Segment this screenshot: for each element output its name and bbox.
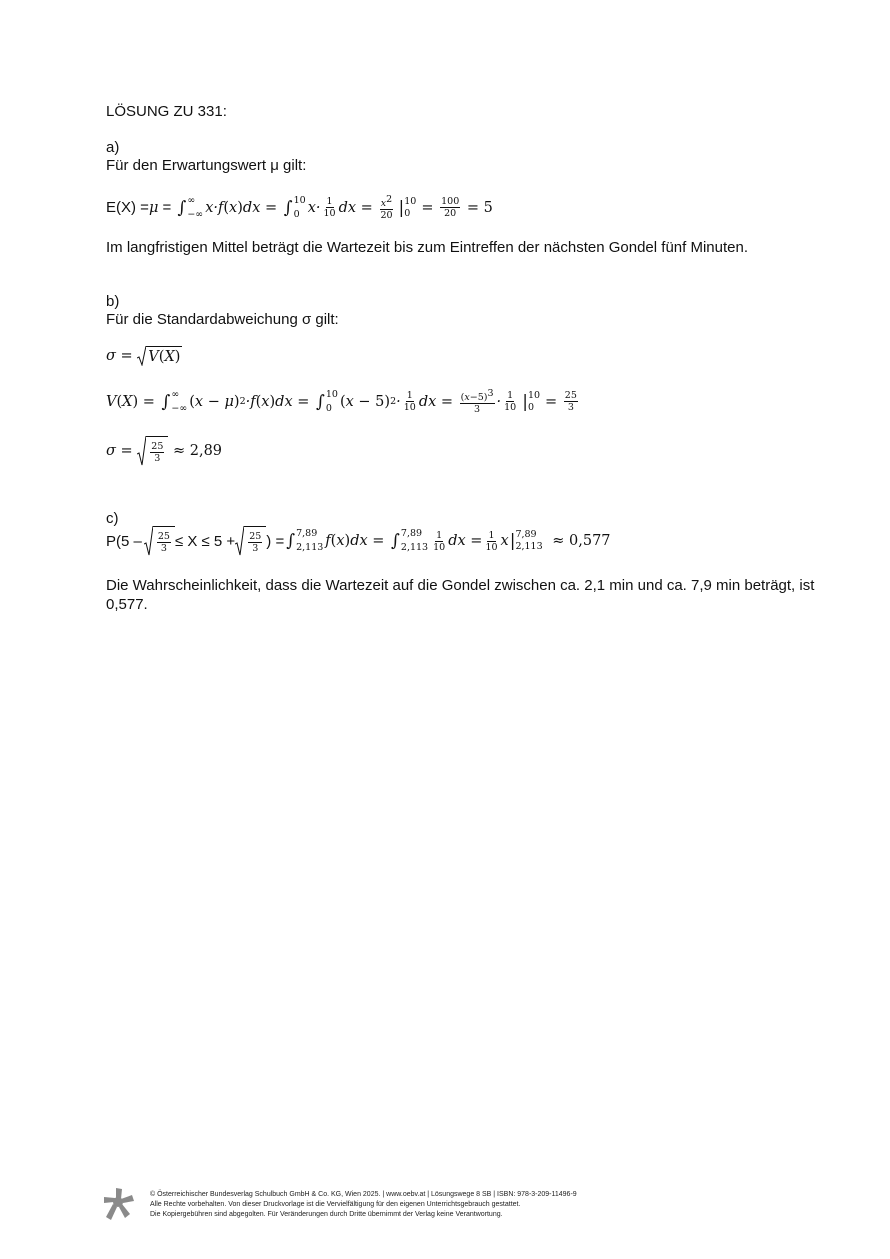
solution-heading: LÖSUNG ZU 331:	[106, 103, 227, 120]
prob-close: ) =	[266, 532, 285, 550]
part-b-label: b)	[106, 293, 120, 310]
sqrt-symbol: $\frac{25}{3}$	[144, 526, 175, 556]
expectation-prefix: E(X) =	[106, 199, 149, 217]
part-c-answer-line1: Die Wahrscheinlichkeit, dass die Wartezeit auf die Gondel zwischen ca. 2,1 min und ca. 7,9 min beträgt, ist	[106, 577, 815, 594]
sigma-definition: σ = V ( X )	[106, 348, 181, 365]
expectation-formula: E(X) = μ = ∫ ∞ −∞ x·f ( x ) dx = ∫ 10 0 x· $\frac{1}{10}$ dx = $\frac{x^2}{20}$ | 10 0 = $\frac{100}{20}$ = 5	[106, 194, 493, 222]
sqrt-symbol: $\frac{25}{3}$	[235, 526, 266, 556]
sigma-value: σ = $\frac{25}{3}$ ≈ 2,89	[106, 436, 222, 466]
copyright-footer	[150, 1190, 577, 1220]
part-a-label: a)	[106, 139, 120, 156]
variance-formula: V ( X ) = ∫ ∞ −∞ ( x − μ ) 2 ·f ( x ) dx = ∫ 10 0 ( x − 5) 2 · $\frac{1}{10}$ dx = $\frac{(x-5)^3}{3}$ · $\frac{1}{10}$ | 10 0 = $\frac{25}{3}$	[106, 388, 577, 416]
footer-line-2: Alle Rechte vorbehalten. Von dieser Druckvorlage ist die Vervielfältigung für den eigenen Unterrichtsgebrauch gestattet.	[150, 1201, 521, 1208]
prob-prefix: P(5 –	[106, 532, 142, 550]
part-c-answer-line2: 0,577.	[106, 596, 148, 613]
probability-formula: P(5 – $\frac{25}{3}$ ≤ X ≤ 5 + $\frac{25}{3}$ ) = ∫ 7,89 2,113 f ( x ) dx = ∫ 7,89 2,113 $\frac{1}{10}$ dx = $\frac{1}{10}$ x | 7,89 2,113 ≈ 0,577	[106, 526, 611, 556]
part-a-answer: Im langfristigen Mittel beträgt die Wartezeit bis zum Eintreffen der nächsten Gondel fünf Minuten.	[106, 239, 748, 256]
oebv-asterisk-logo-icon	[104, 1188, 134, 1220]
footer-line-3: Die Kopiergebühren sind abgegolten. Für Veränderungen durch Dritte übernimmt der Verlag keine Verantwortung.	[150, 1211, 503, 1218]
footer-line-1: © Österreichischer Bundesverlag Schulbuch GmbH & Co. KG, Wien 2025. | www.oebv.at | Lösungswege 8 SB | ISBN: 978-3-209-11496-9	[150, 1191, 577, 1198]
part-a-intro: Für den Erwartungswert μ gilt:	[106, 157, 307, 174]
sqrt-symbol: V ( X )	[137, 346, 182, 366]
part-b-intro: Für die Standardabweichung σ gilt:	[106, 311, 339, 328]
prob-middle: ≤ X ≤ 5 +	[174, 532, 236, 550]
sqrt-symbol: $\frac{25}{3}$	[137, 436, 168, 466]
part-c-label: c)	[106, 510, 119, 527]
